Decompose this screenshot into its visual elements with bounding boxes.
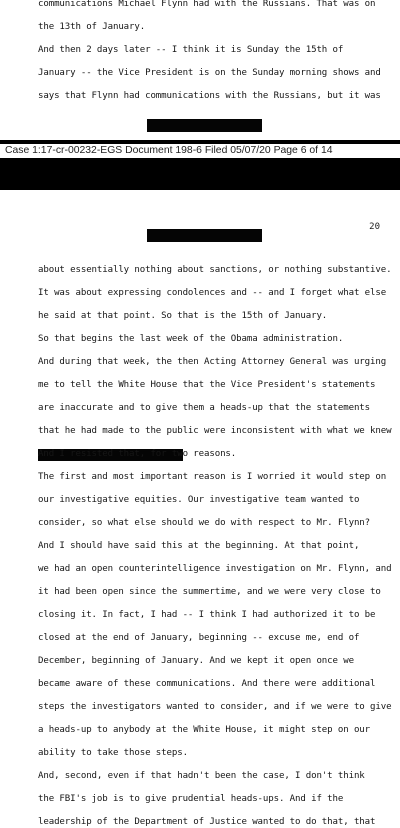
text-line: And, second, even if that hadn't been the case, I don't think (38, 771, 365, 781)
text-line: became aware of these communications. And there were additional (38, 679, 376, 689)
text-line: that he had made to the public were inconsistent with what we knew (38, 426, 392, 436)
text-line: January -- the Vice President is on the Sunday morning shows and (38, 68, 381, 78)
text-line: it had been open since the summertime, and we were very close to (38, 587, 381, 597)
text-line: And during that week, the then Acting Attorney General was urging (38, 357, 387, 367)
text-line: ability to take those steps. (38, 748, 188, 758)
text-line: a heads-up to anybody at the White House, it might step on our (38, 725, 371, 735)
text-line: me to tell the White House that the Vice President's statements (38, 380, 376, 390)
text-line: The first and most important reason is I worried it would step on (38, 472, 387, 482)
text-line: It was about expressing condolences and -- and I forget what else (38, 288, 387, 298)
text-line: closing it. In fact, I had -- I think I had authorized it to be (38, 610, 376, 620)
text-line: our investigative equities. Our investigative team wanted to (38, 495, 360, 505)
text-line: And I resisted that, for two reasons. (38, 449, 237, 459)
previous-page-fragment (0, 0, 400, 140)
text-line: And then 2 days later -- I think it is Sunday the 15th of (38, 45, 344, 55)
text-line: And I should have said this at the beginning. At that point, (38, 541, 360, 551)
text-line: closed at the end of January, beginning -- excuse me, end of (38, 633, 360, 643)
text-line: we had an open counterintelligence investigation on Mr. Flynn, and (38, 564, 392, 574)
text-line: about essentially nothing about sanctions, or nothing substantive. (38, 265, 392, 275)
text-line: are inaccurate and to give them a heads-up that the statements (38, 403, 371, 413)
text-line: leadership of the Department of Justice wanted to do that, that (38, 817, 376, 827)
redaction-box (147, 119, 262, 132)
page-separator (0, 140, 400, 190)
text-line: the FBI's job is to give prudential heads-ups. And if the (38, 794, 344, 804)
text-line: communications Michael Flynn had with the Russians. That was on (38, 0, 376, 9)
text-line: the 13th of January. (38, 22, 146, 32)
text-line: December, beginning of January. And we kept it open once we (38, 656, 354, 666)
text-line: steps the investigators wanted to consider, and if we were to give (38, 702, 392, 712)
redaction-box (147, 229, 262, 242)
text-line: So that begins the last week of the Obama administration. (38, 334, 344, 344)
case-header: Case 1:17-cr-00232-EGS Document 198-6 Filed 05/07/20 Page 6 of 14 (0, 144, 400, 158)
document-page (0, 190, 400, 827)
text-line: says that Flynn had communications with the Russians, but it was (38, 91, 381, 101)
text-line: consider, so what else should we do with respect to Mr. Flynn? (38, 518, 371, 528)
text-line: he said at that point. So that is the 15th of January. (38, 311, 328, 321)
page-number: 20 (369, 222, 380, 232)
